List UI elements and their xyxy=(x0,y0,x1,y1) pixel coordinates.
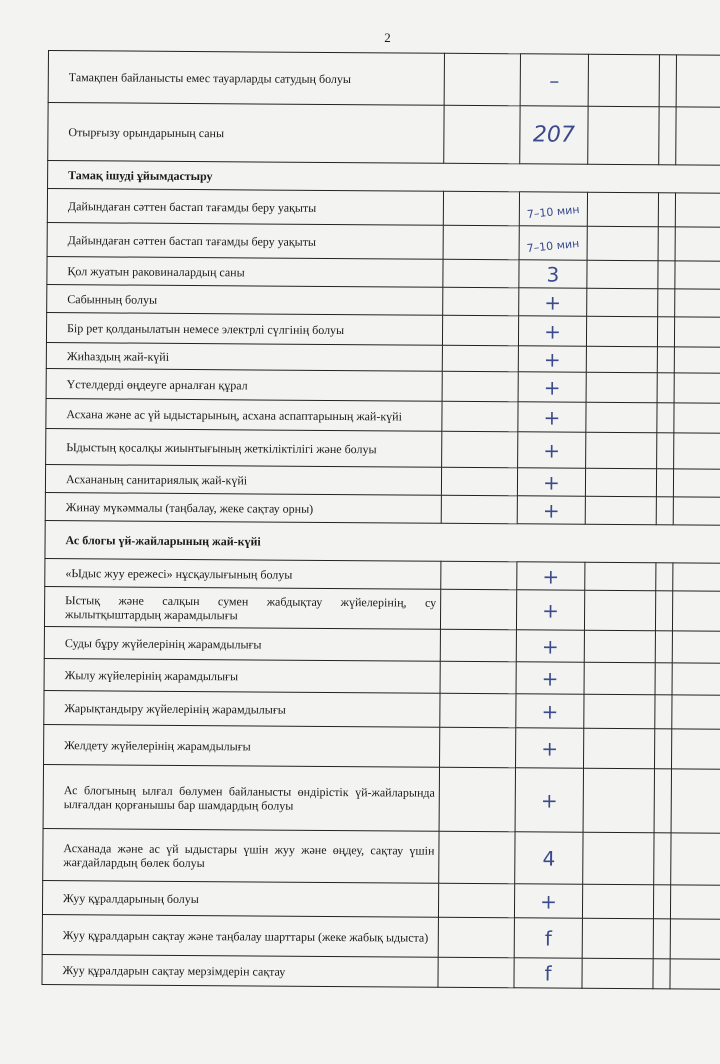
handwritten-mark xyxy=(516,630,584,662)
criterion-label: Тамақпен байланысты емес тауарларды сатудың болуы xyxy=(48,51,444,106)
mark-text: + xyxy=(543,404,561,430)
criterion-label: Суды бұру жүйелерінің жарамдылығы xyxy=(44,626,440,661)
empty-cell xyxy=(585,562,656,590)
criterion-label: Жарықтандыру жүйелерінің жарамдылығы xyxy=(44,690,440,727)
mark-text: f xyxy=(544,960,552,986)
empty-cell xyxy=(674,347,720,373)
empty-cell xyxy=(443,287,519,316)
empty-cell xyxy=(442,345,518,372)
empty-cell xyxy=(671,769,720,833)
mark-text: + xyxy=(541,633,559,659)
empty-cell xyxy=(672,631,720,663)
mark-text: + xyxy=(544,289,562,315)
empty-cell xyxy=(582,918,653,958)
empty-cell xyxy=(439,767,515,832)
mark-text: + xyxy=(544,318,562,344)
criterion-label: Асханада және ас үй ыдыстары үшін жуу және өңдеу, сақтау үшін жағдайлардың бөлек болуы xyxy=(43,828,439,883)
criterion-label: Асхана және ас үй ыдыстарының, асхана аспаптарының жай-күйі xyxy=(46,398,442,431)
empty-cell xyxy=(438,917,514,958)
empty-cell xyxy=(585,496,656,524)
mark-text: 4 xyxy=(542,845,556,871)
mark-text: + xyxy=(541,698,559,724)
mark-text: + xyxy=(541,735,559,761)
empty-cell xyxy=(587,260,658,288)
handwritten-mark xyxy=(516,728,584,768)
empty-cell xyxy=(584,694,655,728)
checklist-table xyxy=(41,50,720,990)
section-title: Тамақ ішуді ұйымдастыру xyxy=(48,161,720,194)
empty-cell xyxy=(442,315,518,346)
criterion-label: Жуу құралдарын сақтау және таңбалау шарттары (жеке жабық ыдыста) xyxy=(42,914,438,957)
empty-cell xyxy=(655,631,672,663)
empty-cell xyxy=(672,663,720,695)
empty-cell xyxy=(658,227,675,261)
table-row xyxy=(47,222,720,261)
mark-text: + xyxy=(543,374,561,400)
empty-cell xyxy=(444,105,520,164)
empty-cell xyxy=(438,883,514,918)
empty-cell xyxy=(586,432,657,468)
table-row xyxy=(44,586,720,631)
empty-cell xyxy=(582,884,653,918)
checklist-rows xyxy=(42,51,720,990)
empty-cell xyxy=(587,192,658,226)
empty-cell xyxy=(442,401,518,432)
handwritten-mark xyxy=(519,260,587,288)
handwritten-mark xyxy=(517,496,585,524)
page-number: 2 xyxy=(384,30,391,45)
empty-cell xyxy=(443,259,519,288)
mark-text: 207 xyxy=(532,122,576,148)
criterion-label: Бір рет қолданылатын немесе электрлі сүлгінің болуы xyxy=(46,312,442,345)
empty-cell xyxy=(653,959,670,989)
empty-cell xyxy=(653,919,670,959)
handwritten-mark xyxy=(517,468,585,496)
mark-text: f xyxy=(544,925,552,951)
mark-text: 7–10 мин xyxy=(526,202,581,221)
criterion-label: Отырғызу орындарының саны xyxy=(48,103,444,164)
empty-cell xyxy=(656,563,673,591)
handwritten-mark xyxy=(518,372,586,402)
empty-cell xyxy=(675,261,720,289)
empty-cell xyxy=(673,563,720,591)
empty-cell xyxy=(657,347,674,373)
table-row xyxy=(44,690,720,729)
empty-cell xyxy=(671,729,720,769)
mark-text: + xyxy=(542,597,560,623)
empty-cell xyxy=(658,261,675,289)
inspection-sheet xyxy=(41,50,700,990)
table-row xyxy=(42,954,720,989)
handwritten-mark xyxy=(519,192,587,226)
mark-text: + xyxy=(542,563,560,589)
empty-cell xyxy=(584,630,655,662)
mark-text: + xyxy=(540,888,558,914)
handwritten-mark xyxy=(515,832,583,884)
empty-cell xyxy=(656,469,673,497)
table-row xyxy=(48,103,720,166)
empty-cell xyxy=(444,53,520,106)
empty-cell xyxy=(442,371,518,402)
mark-text: + xyxy=(543,469,560,495)
handwritten-mark xyxy=(515,768,583,832)
empty-cell xyxy=(673,469,720,497)
handwritten-mark xyxy=(514,918,582,958)
handwritten-mark xyxy=(518,402,586,432)
criterion-label: Жинау мүкәммалы (таңбалау, жеке сақтау орны) xyxy=(45,492,441,523)
empty-cell xyxy=(442,431,518,468)
empty-cell xyxy=(582,958,653,988)
criterion-label: Ас блогының ылғал бөлумен байланысты өндірістік үй-жайларында ылғалдан қорғанышы бар шамдардың болуы xyxy=(43,764,439,831)
empty-cell xyxy=(657,373,674,403)
handwritten-mark xyxy=(518,316,586,346)
empty-cell xyxy=(655,663,672,695)
empty-cell xyxy=(676,55,720,107)
criterion-label: Асхананың санитариялық жай-күйі xyxy=(45,464,441,495)
criterion-label: Сабынның болуы xyxy=(47,284,443,315)
handwritten-mark xyxy=(516,662,584,694)
handwritten-mark xyxy=(518,432,586,468)
empty-cell xyxy=(438,957,514,988)
handwritten-mark xyxy=(514,958,582,988)
table-row xyxy=(44,724,720,769)
empty-cell xyxy=(672,591,720,631)
empty-cell xyxy=(672,695,720,729)
section-header-row xyxy=(45,520,720,563)
mark-text: 7–10 мин xyxy=(526,236,580,255)
empty-cell xyxy=(654,833,671,885)
empty-cell xyxy=(443,191,519,226)
criterion-label: Жиһаздың жай-күйі xyxy=(46,342,442,371)
empty-cell xyxy=(656,497,673,525)
empty-cell xyxy=(584,590,655,630)
mark-text: + xyxy=(541,665,559,691)
empty-cell xyxy=(670,885,720,919)
empty-cell xyxy=(654,769,671,833)
empty-cell xyxy=(670,959,720,989)
empty-cell xyxy=(657,317,674,347)
table-row xyxy=(46,398,720,433)
empty-cell xyxy=(658,289,675,317)
empty-cell xyxy=(655,695,672,729)
empty-cell xyxy=(586,346,657,372)
empty-cell xyxy=(673,497,720,525)
mark-text: + xyxy=(543,437,561,463)
empty-cell xyxy=(440,693,516,728)
empty-cell xyxy=(655,591,672,631)
empty-cell xyxy=(586,372,657,402)
empty-cell xyxy=(584,662,655,694)
handwritten-mark xyxy=(519,226,587,260)
empty-cell xyxy=(657,403,674,433)
empty-cell xyxy=(583,728,654,768)
table-row xyxy=(44,626,720,663)
empty-cell xyxy=(586,316,657,346)
empty-cell xyxy=(440,629,516,662)
empty-cell xyxy=(441,561,517,590)
table-row xyxy=(46,428,720,469)
criterion-label: Дайындаған сәттен бастап тағамды беру уақыты xyxy=(47,189,443,226)
empty-cell xyxy=(654,729,671,769)
empty-cell xyxy=(583,832,654,884)
criterion-label: Үстелдерді өңдеуге арналған құрал xyxy=(46,368,442,401)
empty-cell xyxy=(587,288,658,316)
criterion-label: Жуу құралдарының болуы xyxy=(42,880,438,917)
empty-cell xyxy=(657,433,674,469)
empty-cell xyxy=(675,193,720,227)
empty-cell xyxy=(587,226,658,260)
handwritten-mark xyxy=(519,288,587,316)
criterion-label: Қол жуатын раковиналардың саны xyxy=(47,256,443,287)
empty-cell xyxy=(674,403,720,433)
empty-cell xyxy=(588,54,659,106)
table-row xyxy=(42,914,720,959)
table-row xyxy=(44,658,720,695)
empty-cell xyxy=(674,433,720,469)
table-row xyxy=(46,368,720,403)
handwritten-mark xyxy=(520,54,588,106)
mark-text: + xyxy=(540,787,558,813)
criterion-label: Желдету жүйелерінің жарамдылығы xyxy=(44,724,440,767)
handwritten-mark xyxy=(516,694,584,728)
table-row xyxy=(43,828,720,885)
empty-cell xyxy=(588,106,659,164)
criterion-label: Дайындаған сәттен бастап тағамды беру уақыты xyxy=(47,222,443,259)
empty-cell xyxy=(675,289,720,317)
empty-cell xyxy=(439,831,515,884)
table-row xyxy=(42,880,720,919)
table-row xyxy=(43,764,720,833)
table-row xyxy=(48,51,720,108)
empty-cell xyxy=(658,193,675,227)
empty-cell xyxy=(659,55,676,107)
empty-cell xyxy=(675,227,720,261)
empty-cell xyxy=(674,373,720,403)
section-title: Ас блогы үй-жайларының жай-күйі xyxy=(45,520,720,563)
table-row xyxy=(46,312,720,347)
empty-cell xyxy=(441,495,517,524)
criterion-label: Ыдыстың қосалқы жиынтығының жеткіліктілігі және болуы xyxy=(46,428,442,467)
handwritten-mark xyxy=(514,884,582,918)
empty-cell xyxy=(674,317,720,347)
empty-cell xyxy=(676,107,720,165)
criterion-label: Жуу құралдарын сақтау мерзімдерін сақтау xyxy=(42,954,438,987)
mark-text: 3 xyxy=(546,261,560,287)
empty-cell xyxy=(440,589,516,630)
handwritten-mark xyxy=(518,346,586,372)
empty-cell xyxy=(583,768,654,832)
handwritten-mark xyxy=(517,562,585,590)
empty-cell xyxy=(653,885,670,919)
empty-cell xyxy=(671,833,720,885)
empty-cell xyxy=(441,467,517,496)
empty-cell xyxy=(585,468,656,496)
empty-cell xyxy=(440,727,516,768)
table-row xyxy=(47,189,720,228)
empty-cell xyxy=(440,661,516,694)
criterion-label: Жылу жүйелерінің жарамдылығы xyxy=(44,658,440,693)
criterion-label: Ыстық және салқын сумен жабдықтау жүйелерінің, су жылытқыштардың жарамдылығы xyxy=(44,586,440,629)
mark-text: – xyxy=(549,68,560,93)
handwritten-mark xyxy=(520,106,588,164)
mark-text: + xyxy=(542,497,560,523)
criterion-label: «Ыдыс жуу ережесі» нұсқаулығының болуы xyxy=(45,558,441,589)
empty-cell xyxy=(659,107,676,165)
empty-cell xyxy=(586,402,657,432)
empty-cell xyxy=(443,225,519,260)
handwritten-mark xyxy=(516,590,584,630)
mark-text: + xyxy=(543,346,561,372)
empty-cell xyxy=(670,919,720,959)
